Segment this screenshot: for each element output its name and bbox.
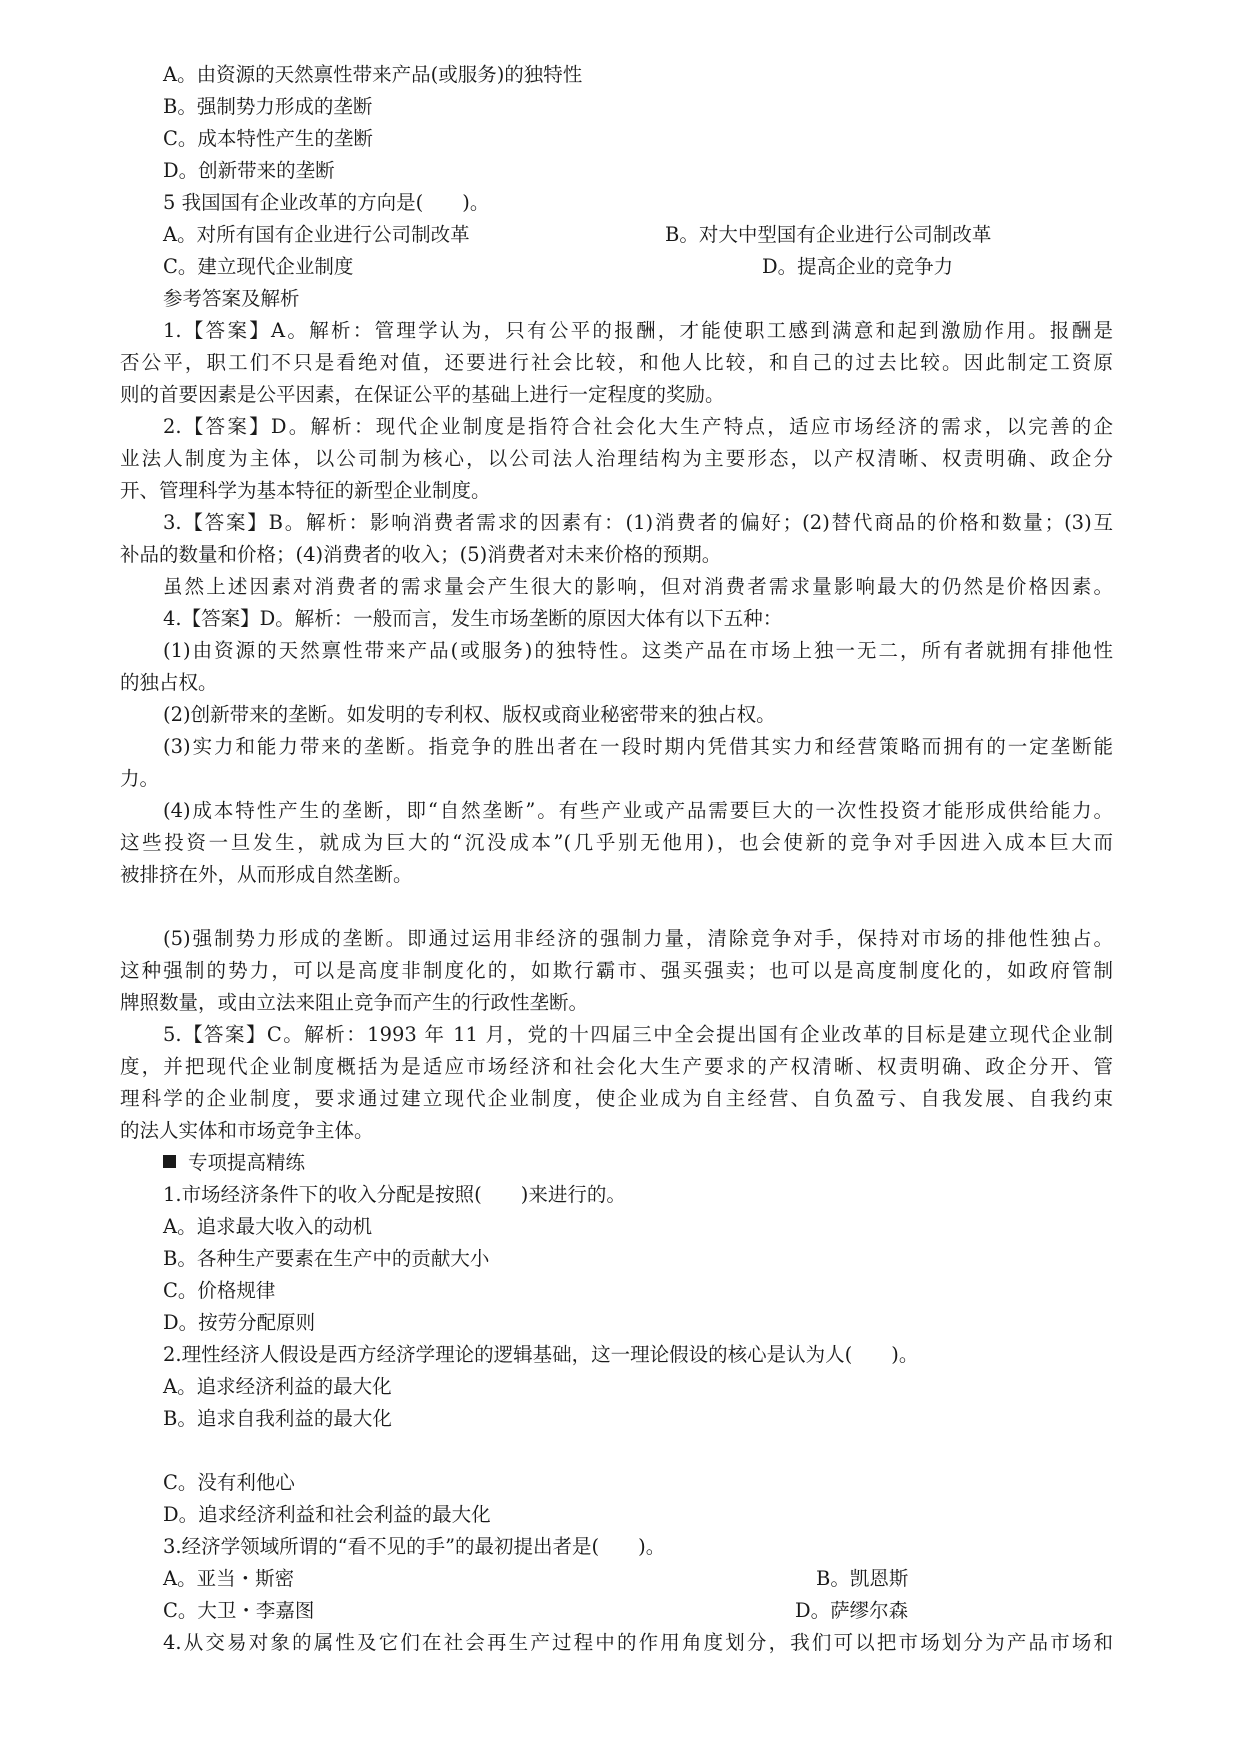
question-5-option-b: B。对大中型国有企业进行公司制改革	[665, 223, 992, 246]
answer-4-line: 这些投资一旦发生，就成为巨大的“沉没成本”(几乎别无他用)，也会使新的竞争对手因进入成本巨大而	[120, 831, 1113, 854]
practice-question-2-option-a: A。追求经济利益的最大化	[163, 1375, 392, 1398]
question-5-option-c: C。建立现代企业制度	[163, 255, 354, 278]
answer-4-line: 4.【答案】D。解析：一般而言，发生市场垄断的原因大体有以下五种：	[163, 607, 783, 630]
answer-2-line: 业法人制度为主体，以公司制为核心，以公司法人治理结构为主要形态，以产权清晰、权责明确、政企分	[120, 447, 1113, 470]
answer-4-line: (5)强制势力形成的垄断。即通过运用非经济的强制力量，清除竞争对手，保持对市场的排他性独占。	[163, 927, 1113, 950]
practice-question-2-option-b: B。追求自我利益的最大化	[163, 1407, 392, 1430]
practice-question-3-stem: 3.经济学领域所谓的“看不见的手”的最初提出者是( )。	[163, 1535, 666, 1558]
practice-question-3-option-d: D。萨缪尔森	[795, 1599, 909, 1622]
practice-question-3-option-a: A。亚当・斯密	[163, 1567, 295, 1590]
answer-4-line: (2)创新带来的垄断。如发明的专利权、版权或商业秘密带来的独占权。	[163, 703, 776, 726]
practice-question-1-stem: 1.市场经济条件下的收入分配是按照( )来进行的。	[163, 1183, 626, 1206]
prev-option-c: C。成本特性产生的垄断	[163, 127, 373, 150]
answer-5-line: 理科学的企业制度，要求通过建立现代企业制度，使企业成为自主经营、自负盈亏、自我发展、自我约束	[120, 1087, 1113, 1110]
answer-5-line: 的法人实体和市场竞争主体。	[120, 1119, 374, 1142]
answer-2-line: 开、管理科学为基本特征的新型企业制度。	[120, 479, 491, 502]
answer-4-line: (3)实力和能力带来的垄断。指竞争的胜出者在一段时期内凭借其实力和经营策略而拥有的一定垄断能	[163, 735, 1113, 758]
practice-question-2-option-d: D。追求经济利益和社会利益的最大化	[163, 1503, 491, 1526]
practice-question-3-option-b: B。凯恩斯	[816, 1567, 909, 1590]
answer-2-line: 2.【答案】D。解析：现代企业制度是指符合社会化大生产特点，适应市场经济的需求，以完善的企	[163, 415, 1113, 438]
answer-3-line: 3.【答案】B。解析：影响消费者需求的因素有：(1)消费者的偏好；(2)替代商品的价格和数量；(3)互	[163, 511, 1113, 534]
practice-question-1-option-b: B。各种生产要素在生产中的贡献大小	[163, 1247, 490, 1270]
answer-4-line: 被排挤在外，从而形成自然垄断。	[120, 863, 413, 886]
answer-4-line: 这种强制的势力，可以是高度非制度化的，如欺行霸市、强买强卖；也可以是高度制度化的，如政府管制	[120, 959, 1113, 982]
prev-option-b: B。强制势力形成的垄断	[163, 95, 373, 118]
answer-5-line: 5.【答案】C。解析：1993 年 11 月，党的十四届三中全会提出国有企业改革的目标是建立现代企业制	[163, 1023, 1113, 1046]
answer-1-line: 则的首要因素是公平因素，在保证公平的基础上进行一定程度的奖励。	[120, 383, 725, 406]
prev-option-a: A。由资源的天然禀性带来产品(或服务)的独特性	[163, 63, 583, 86]
practice-question-1-option-c: C。价格规律	[163, 1279, 276, 1302]
practice-question-2-option-c: C。没有利他心	[163, 1471, 295, 1494]
answer-1-line: 否公平，职工们不只是看绝对值，还要进行社会比较，和他人比较，和自己的过去比较。因此制定工资原	[120, 351, 1113, 374]
prev-option-d: D。创新带来的垄断	[163, 159, 335, 182]
question-5-option-d: D。提高企业的竞争力	[762, 255, 954, 278]
answer-4-line: 牌照数量，或由立法来阻止竞争而产生的行政性垄断。	[120, 991, 589, 1014]
answer-4-line: 的独占权。	[120, 671, 218, 694]
practice-question-1-option-a: A。追求最大收入的动机	[163, 1215, 373, 1238]
practice-question-1-option-d: D。按劳分配原则	[163, 1311, 316, 1334]
practice-question-3-option-c: C。大卫・李嘉图	[163, 1599, 315, 1622]
answer-4-line: (1)由资源的天然禀性带来产品(或服务)的独特性。这类产品在市场上独一无二，所有者就拥有排他性	[163, 639, 1113, 662]
answer-5-line: 度，并把现代企业制度概括为是适应市场经济和社会化大生产要求的产权清晰、权责明确、政企分开、管	[120, 1055, 1113, 1078]
answer-1-line: 1.【答案】A。解析：管理学认为，只有公平的报酬，才能使职工感到满意和起到激励作用。报酬是	[163, 319, 1113, 342]
answer-3-line: 虽然上述因素对消费者的需求量会产生很大的影响，但对消费者需求量影响最大的仍然是价格因素。	[163, 575, 1113, 598]
answer-4-line: (4)成本特性产生的垄断，即“自然垄断”。有些产业或产品需要巨大的一次性投资才能形成供给能力。	[163, 799, 1113, 822]
section-heading-text: 专项提高精练	[188, 1151, 306, 1174]
question-5-option-a: A。对所有国有企业进行公司制改革	[163, 223, 470, 246]
section-heading	[163, 1150, 305, 1176]
answer-4-line: 力。	[120, 767, 160, 790]
practice-question-4-stem: 4.从交易对象的属性及它们在社会再生产过程中的作用角度划分，我们可以把市场划分为产品市场和	[163, 1631, 1113, 1654]
question-5-stem: 5 我国国有企业改革的方向是( )。	[163, 191, 490, 214]
square-bullet-icon	[163, 1155, 176, 1168]
answers-heading: 参考答案及解析	[163, 287, 300, 310]
answer-3-line: 补品的数量和价格；(4)消费者的收入；(5)消费者对未来价格的预期。	[120, 543, 722, 566]
practice-question-2-stem: 2.理性经济人假设是西方经济学理论的逻辑基础，这一理论假设的核心是认为人( )。	[163, 1343, 919, 1366]
